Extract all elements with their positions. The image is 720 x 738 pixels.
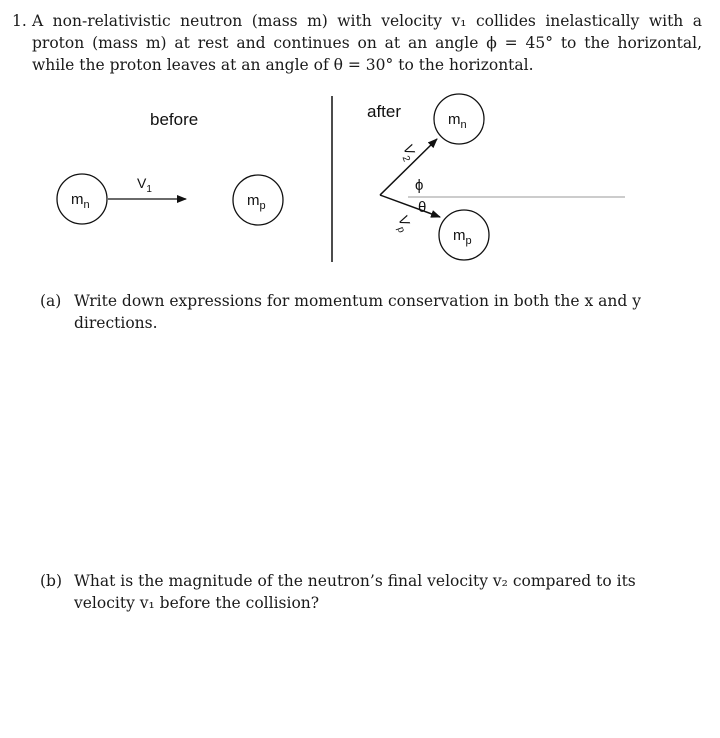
- phi-label: ϕ: [415, 177, 424, 194]
- proton-before-label: $m_p$: [247, 192, 266, 212]
- problem-number: 1.: [12, 12, 27, 30]
- collision-diagram: [0, 88, 720, 278]
- after-label: after: [367, 102, 402, 121]
- proton-after-label: $m_p$: [453, 227, 472, 247]
- part-b-label: (b): [40, 572, 63, 590]
- part-a: [40, 290, 700, 334]
- part-b: [40, 570, 700, 614]
- theta-label: θ: [418, 199, 427, 216]
- vp-label: $V_p$: [394, 213, 414, 235]
- neutron-before-label: $m_n$: [71, 191, 90, 211]
- problem-text: A non-relativistic neutron (mass m) with velocity v₁ collides inelastically with a proton (mass m) at rest and continues on at an angle ϕ = 45° to the horizontal, while the proton leaves at an angle of θ = 30° to the horizontal.: [32, 12, 702, 74]
- before-label: before: [150, 110, 199, 129]
- v1-label: $V_1$: [137, 175, 152, 195]
- part-a-label: (a): [40, 292, 62, 310]
- problem-statement: [12, 10, 702, 76]
- neutron-after-label: $m_n$: [448, 111, 467, 131]
- part-b-text: What is the magnitude of the neutron’s final velocity v₂ compared to its velocity v₁ before the collision?: [74, 572, 636, 612]
- v2-label: $V_2$: [399, 142, 419, 164]
- part-a-text: Write down expressions for momentum conservation in both the x and y directions.: [74, 292, 641, 332]
